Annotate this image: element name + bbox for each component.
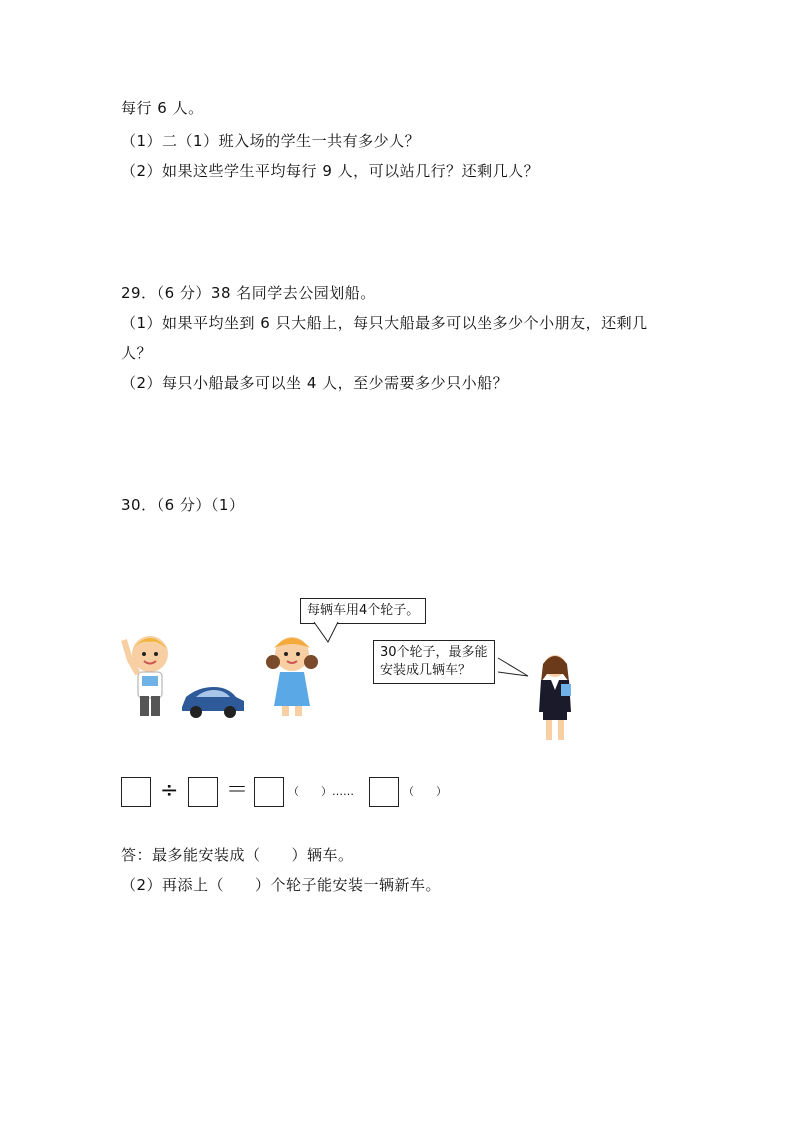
answer-box-4[interactable] — [369, 777, 399, 807]
question-29-part-2: （2）每只小船最多可以坐 4 人，至少需要多少只小船？ — [121, 374, 509, 392]
teacher-bubble-line-2: 安装成几辆车？ — [380, 663, 472, 678]
answer-box-2[interactable] — [188, 777, 218, 807]
teacher-illustration — [533, 650, 579, 746]
teacher-speech-bubble — [373, 640, 495, 684]
question-29: 29．（6 分）38 名同学去公园划船。 — [121, 284, 376, 302]
question-29-part-1b: 人？ — [121, 344, 153, 362]
text-line-2: （1）二（1）班入场的学生一共有多少人？ — [121, 132, 421, 150]
unit-paren-1: （ ）…… — [288, 785, 354, 798]
equals-sign: ＝ — [226, 778, 249, 803]
divide-sign: ÷ — [160, 778, 179, 803]
question-30-part-2: （2）再添上（ ）个轮子能安装一辆新车。 — [121, 876, 442, 894]
answer-box-1[interactable] — [121, 777, 151, 807]
boy-illustration — [118, 630, 178, 720]
teacher-bubble-tail — [498, 656, 532, 680]
girl-speech-bubble: 每辆车用4个轮子。 — [300, 598, 426, 624]
unit-paren-2: （ ） — [403, 785, 447, 798]
answer-box-3[interactable] — [254, 777, 284, 807]
question-30: 30．（6 分）（1） — [121, 496, 245, 514]
text-line-3: （2）如果这些学生平均每行 9 人，可以站几行？还剩几人？ — [121, 162, 540, 180]
text-line-1: 每行 6 人。 — [121, 99, 204, 117]
question-29-part-1a: （1）如果平均坐到 6 只大船上，每只大船最多可以坐多少个小朋友，还剩几 — [121, 314, 648, 332]
car-illustration — [178, 683, 248, 719]
teacher-bubble-line-1: 30个轮子，最多能 — [380, 645, 488, 660]
girl-bubble-tail — [312, 622, 342, 644]
answer-line: 答：最多能安装成（ ）辆车。 — [121, 846, 354, 864]
